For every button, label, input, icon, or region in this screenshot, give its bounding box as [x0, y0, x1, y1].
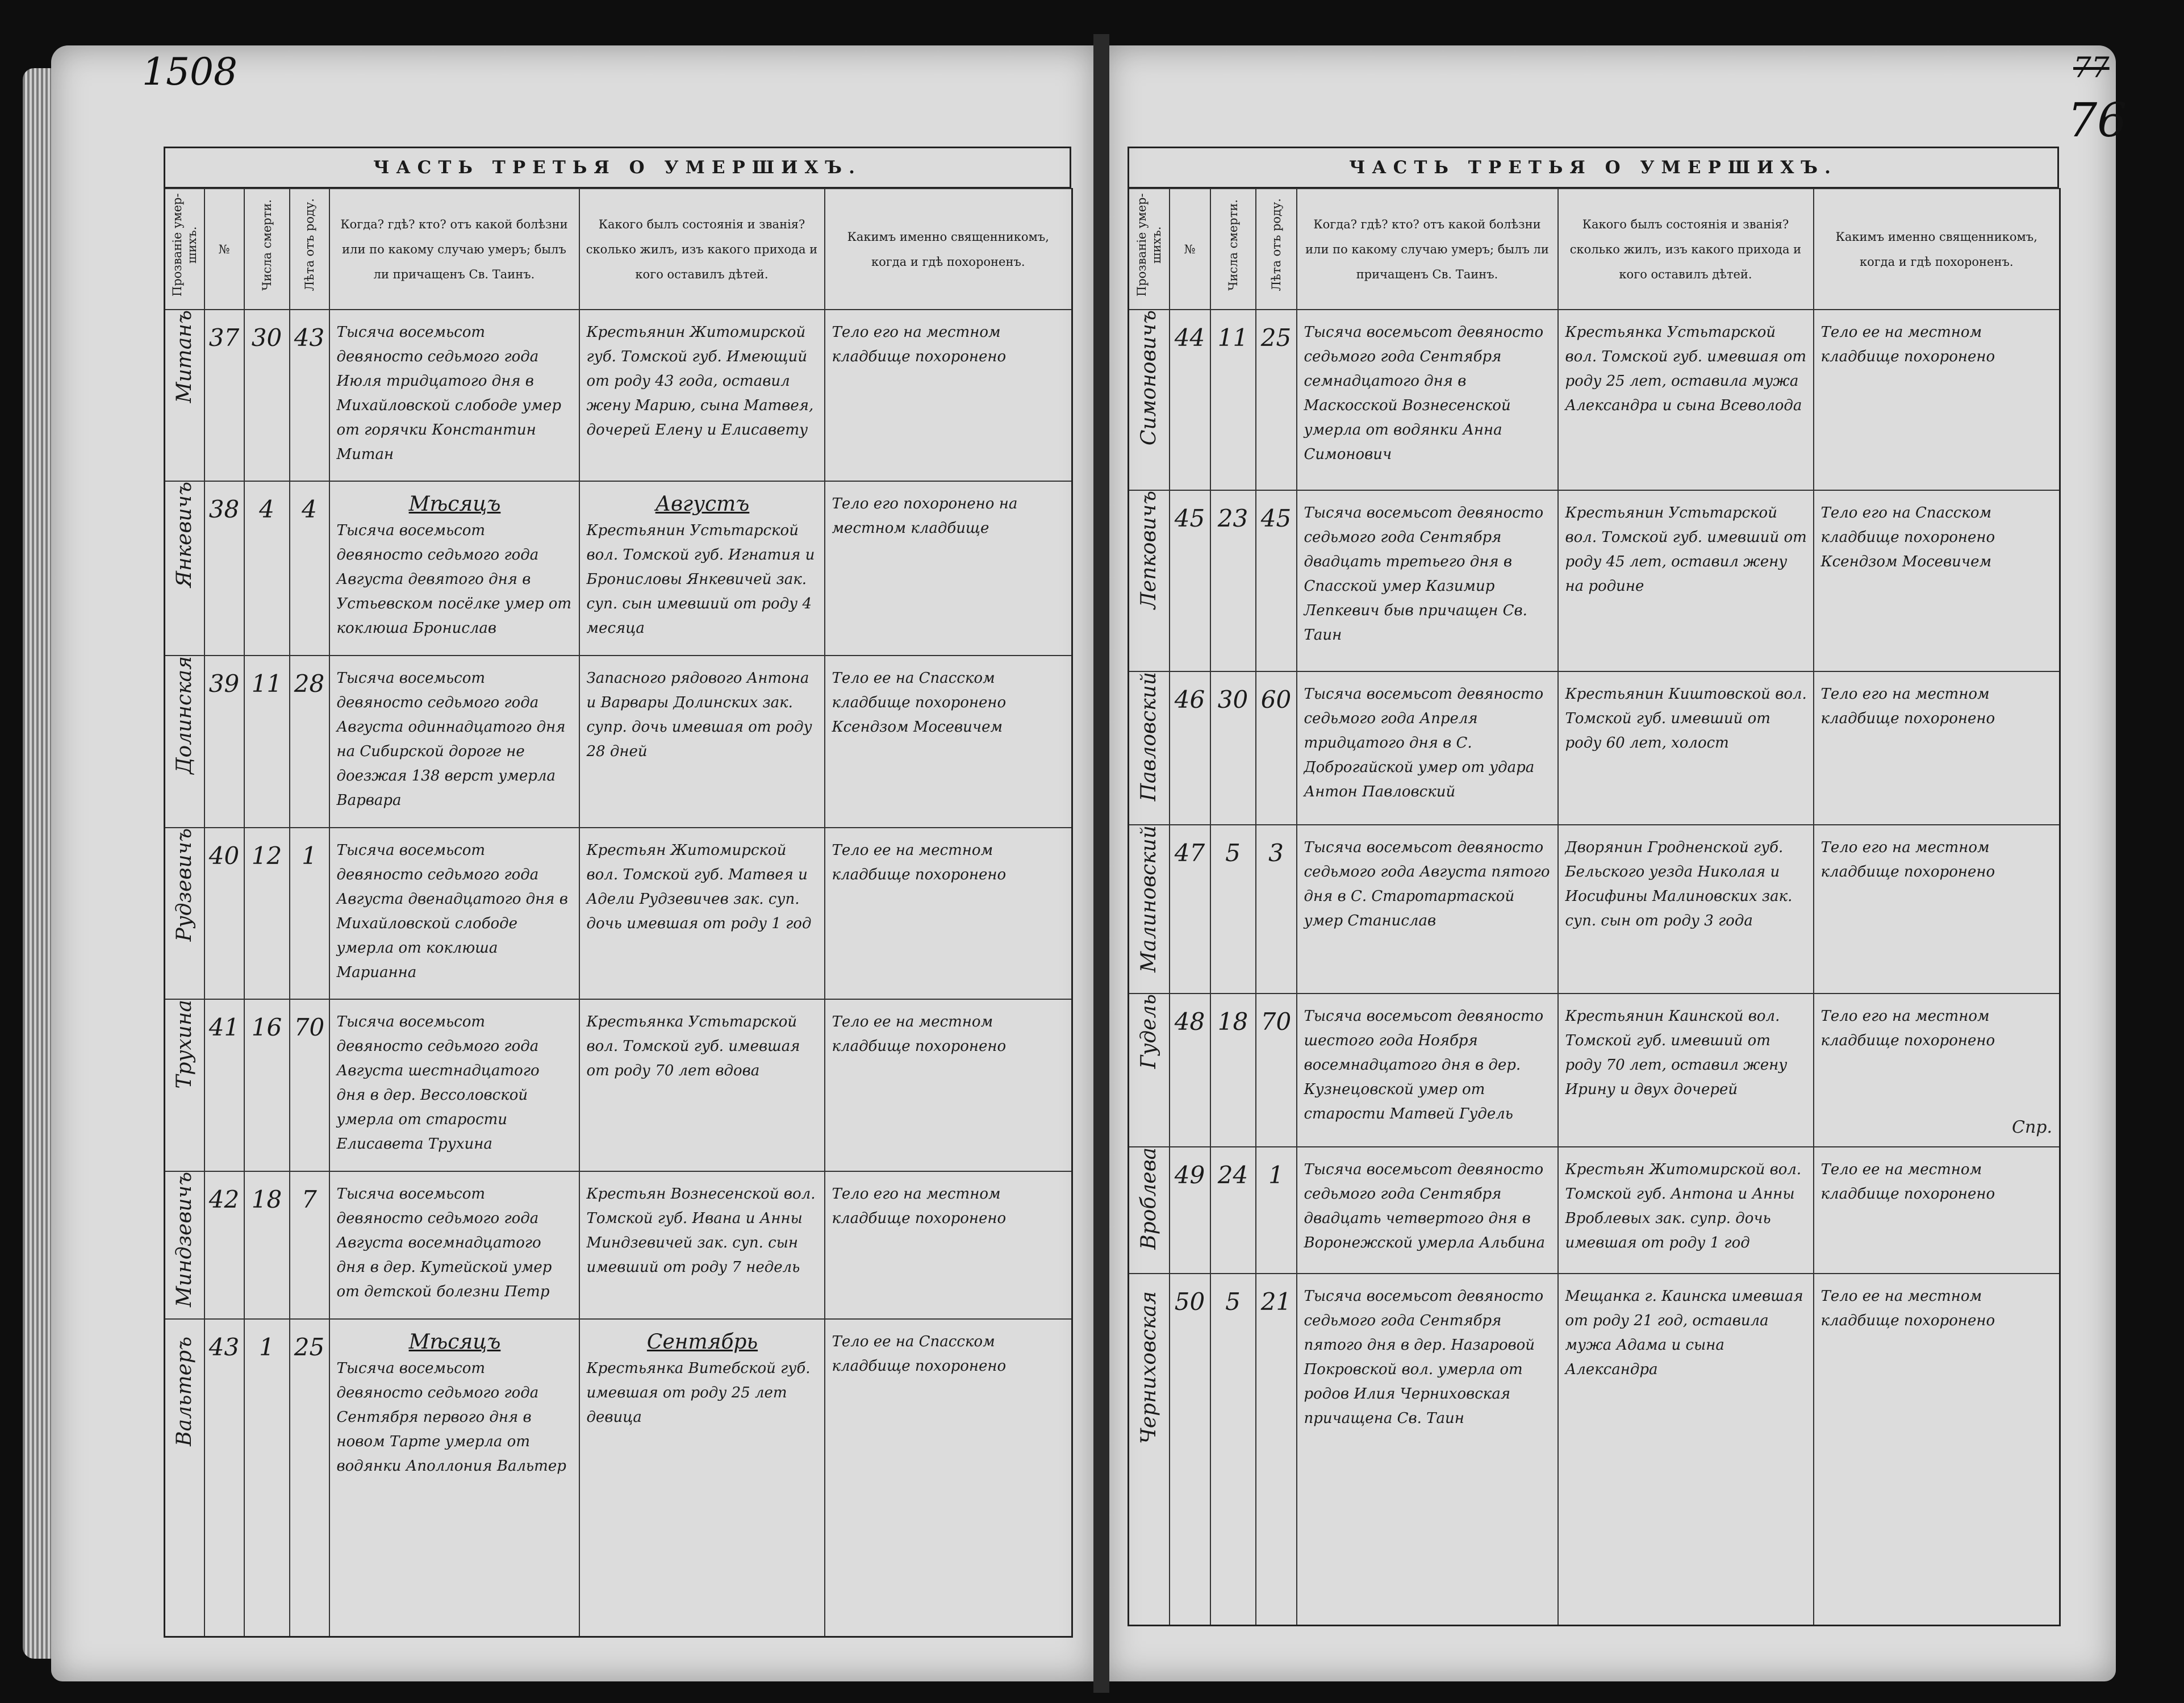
burial-text: Тело его похоронено на местном кладбище — [825, 481, 1072, 656]
death-day: 30 — [244, 310, 290, 481]
header-status: Какого былъ состоянія и званія? сколько жилъ, изъ какого прихода и кого оставилъ дѣтей. — [579, 189, 825, 310]
status-text: Дворянин Гродненской губ. Бельского уезда Николая и Иосифины Малиновских зак. суп. сын от роду 3 года — [1558, 825, 1814, 994]
record-number: 47 — [1170, 825, 1210, 994]
table-row — [1129, 1147, 2060, 1273]
death-day: 12 — [244, 828, 290, 999]
surname-cell: Симоновичъ — [1129, 310, 1170, 490]
table-row — [165, 481, 1072, 656]
burial-text: Тело ее на местном кладбище похоронено — [825, 999, 1072, 1171]
when-where-cell — [329, 481, 579, 656]
right-folio-struck: 77 — [2073, 51, 2110, 84]
burial-text: Тело его на местном кладбище похоронено — [1814, 825, 2060, 994]
record-number: 37 — [204, 310, 244, 481]
burial-text: Тело ее на местном кладбище похоронено — [1814, 1274, 2060, 1626]
status-text: Крестьян Житомирской вол. Томской губ. Антона и Анны Вроблевых зак. супр. дочь имевшая от роду 1 год — [1558, 1147, 1814, 1273]
when-where-text: Тысяча восемьсот девяносто седьмого года Августа девятого дня в Устьевском посёлке умер от коклюша Бронислав — [336, 522, 572, 637]
burial-text: Тело его на местном кладбище похоронено — [1814, 671, 2060, 825]
age-value: 70 — [1256, 994, 1297, 1147]
surname-cell: Черниховская — [1129, 1274, 1170, 1626]
table-row — [1129, 1274, 2060, 1626]
status-text: Крестьянка Витебской губ. имевшая от роду 25 лет девица — [586, 1359, 811, 1426]
table-row — [1129, 994, 2060, 1147]
table-row — [1129, 490, 2060, 671]
status-text: Крестьян Житомирской вол. Томской губ. Матвея и Адели Рудзевичев зак. суп. дочь имевшая от роду 1 год — [579, 828, 825, 999]
left-register-table — [164, 188, 1073, 1638]
death-day: 5 — [1210, 825, 1256, 994]
table-row — [1129, 825, 2060, 994]
status-text: Крестьянин Киштовской вол. Томской губ. имевший от роду 60 лет, холост — [1558, 671, 1814, 825]
month-name: Августъ — [655, 492, 750, 516]
record-number: 48 — [1170, 994, 1210, 1147]
surname-cell: Вальтеръ — [165, 1319, 204, 1637]
when-where-text: Тысяча восемьсот девяносто седьмого года Августа шестнадцатого дня в дер. Вессоловской умерла от старости Елисавета Трухина — [329, 999, 579, 1171]
record-number: 42 — [204, 1171, 244, 1319]
status-text: Крестьянка Устьтарской вол. Томской губ. имевшая от роду 70 лет вдова — [579, 999, 825, 1171]
margin-note: Спр. — [2011, 1117, 2052, 1138]
burial-text: Тело ее на Спасском кладбище похоронено — [825, 1319, 1072, 1637]
when-where-text: Тысяча восемьсот девяносто шестого года Ноября восемнадцатого дня в дер. Кузнецовской умер от старости Матвей Гудель — [1297, 994, 1558, 1147]
table-row — [165, 828, 1072, 999]
header-burial: Какимъ именно священникомъ, когда и гдѣ похороненъ. — [825, 189, 1072, 310]
header-when-where: Когда? гдѣ? кто? отъ какой болѣзни или по какому случаю умеръ; былъ ли причащенъ Св. Таинъ. — [1297, 189, 1558, 310]
table-row — [165, 656, 1072, 827]
month-heading: Мѣсяцъ — [408, 1330, 501, 1354]
record-number: 43 — [204, 1319, 244, 1637]
when-where-text: Тысяча восемьсот девяносто седьмого года Сентября двадцать четвертого дня в Воронежской умерла Альбина — [1297, 1147, 1558, 1273]
age-value: 28 — [290, 656, 329, 827]
when-where-text: Тысяча восемьсот девяносто седьмого года Июля тридцатого дня в Михайловской слободе умер от горячки Константин Митан — [329, 310, 579, 481]
age-value: 3 — [1256, 825, 1297, 994]
record-number: 46 — [1170, 671, 1210, 825]
death-day: 18 — [244, 1171, 290, 1319]
burial-text: Тело ее на местном кладбище похоронено — [825, 828, 1072, 999]
table-row — [1129, 671, 2060, 825]
surname-cell: Лепковичъ — [1129, 490, 1170, 671]
record-number: 39 — [204, 656, 244, 827]
status-text: Крестьянин Устьтарской вол. Томской губ. имевший от роду 45 лет, оставил жену на родине — [1558, 490, 1814, 671]
header-number: № — [204, 189, 244, 310]
right-register-table — [1128, 188, 2061, 1626]
status-text: Крестьянин Устьтарской вол. Томской губ. Игнатия и Бронисловы Янкевичей зак. суп. сын имевший от роду 4 месяца — [586, 522, 815, 637]
right-register — [1128, 147, 2059, 1623]
death-day: 11 — [244, 656, 290, 827]
death-day: 4 — [244, 481, 290, 656]
age-value: 45 — [1256, 490, 1297, 671]
header-number: № — [1170, 189, 1210, 310]
status-text: Запасного рядового Антона и Варвары Долинских зак. супр. дочь имевшая от роду 28 дней — [579, 656, 825, 827]
when-where-text: Тысяча восемьсот девяносто седьмого года Августа одиннадцатого дня на Сибирской дороге не доезжая 138 верст умерла Варвара — [329, 656, 579, 827]
burial-text: Тело ее на местном кладбище похоронено — [1814, 310, 2060, 490]
status-text: Крестьян Вознесенской вол. Томской губ. Ивана и Анны Миндзевичей зак. суп. сын имевший от роду 7 недель — [579, 1171, 825, 1319]
death-day: 18 — [1210, 994, 1256, 1147]
when-where-text: Тысяча восемьсот девяносто седьмого года Сентября семнадцатого дня в Маскосской Вознесенской умерла от водянки Анна Симонович — [1297, 310, 1558, 490]
age-value: 70 — [290, 999, 329, 1171]
header-age: Лѣта отъ роду. — [290, 189, 329, 310]
table-row — [1129, 310, 2060, 490]
death-day: 30 — [1210, 671, 1256, 825]
left-register — [164, 147, 1071, 1635]
burial-text: Тело его на Спасском кладбище похоронено Ксендзом Мосевичем — [1814, 490, 2060, 671]
surname-cell: Гудель — [1129, 994, 1170, 1147]
table-row — [165, 1171, 1072, 1319]
header-death-date: Числа смерти. — [244, 189, 290, 310]
right-header-row — [1129, 189, 2060, 310]
record-number: 44 — [1170, 310, 1210, 490]
age-value: 1 — [290, 828, 329, 999]
death-day: 16 — [244, 999, 290, 1171]
header-surname: Прозваніе умер-шихъ. — [1129, 189, 1170, 310]
status-text: Крестьянка Устьтарской вол. Томской губ. имевшая от роду 25 лет, оставила мужа Александра и сына Всеволода — [1558, 310, 1814, 490]
age-value: 7 — [290, 1171, 329, 1319]
burial-text: Тело его на местном кладбище похоронено — [825, 1171, 1072, 1319]
death-day: 11 — [1210, 310, 1256, 490]
left-header-row — [165, 189, 1072, 310]
burial-text: Тело его на местном кладбище похоронено — [825, 310, 1072, 481]
when-where-text: Тысяча восемьсот девяносто седьмого года Сентября двадцать третьего дня в Спасской умер Казимир Лепкевич быв причащен Св. Таин — [1297, 490, 1558, 671]
age-value: 4 — [290, 481, 329, 656]
when-where-text: Тысяча восемьсот девяносто седьмого года Августа восемнадцатого дня в дер. Кутейской умер от детской болезни Петр — [329, 1171, 579, 1319]
surname-cell: Долинская — [165, 656, 204, 827]
surname-cell: Вроблева — [1129, 1147, 1170, 1273]
surname-cell: Трухина — [165, 999, 204, 1171]
burial-cell — [1814, 994, 2060, 1147]
age-value: 21 — [1256, 1274, 1297, 1626]
left-section-title: ЧАСТЬ ТРЕТЬЯ О УМЕРШИХЪ. — [164, 147, 1071, 188]
age-value: 25 — [1256, 310, 1297, 490]
surname-cell: Митанъ — [165, 310, 204, 481]
header-age: Лѣта отъ роду. — [1256, 189, 1297, 310]
age-value: 25 — [290, 1319, 329, 1637]
table-row — [165, 1319, 1072, 1637]
burial-text: Тело ее на Спасском кладбище похоронено Ксендзом Мосевичем — [825, 656, 1072, 827]
burial-text: Тело ее на местном кладбище похоронено — [1814, 1147, 2060, 1273]
book-gutter — [1093, 34, 1109, 1693]
status-text: Крестьянин Житомирской губ. Томской губ. Имеющий от роду 43 года, оставил жену Марию, сына Матвея, дочерей Елену и Елисавету — [579, 310, 825, 481]
record-number: 50 — [1170, 1274, 1210, 1626]
when-where-text: Тысяча восемьсот девяносто седьмого года Августа двенадцатого дня в Михайловской слободе умерла от коклюша Марианна — [329, 828, 579, 999]
surname-cell: Малиновский — [1129, 825, 1170, 994]
right-folio-number: 76 — [2068, 94, 2127, 148]
when-where-text: Тысяча восемьсот девяносто седьмого года Сентября пятого дня в дер. Назаровой Покровской вол. умерла от родов Илия Черниховская причащена Св. Таин — [1297, 1274, 1558, 1626]
surname-cell: Рудзевичъ — [165, 828, 204, 999]
header-surname: Прозваніе умер-шихъ. — [165, 189, 204, 310]
table-row — [165, 310, 1072, 481]
death-day: 24 — [1210, 1147, 1256, 1273]
surname-cell: Янкевичъ — [165, 481, 204, 656]
header-death-date: Числа смерти. — [1210, 189, 1256, 310]
surname-cell: Миндзевичъ — [165, 1171, 204, 1319]
month-heading: Мѣсяцъ — [408, 492, 501, 516]
death-day: 1 — [244, 1319, 290, 1637]
header-burial: Какимъ именно священникомъ, когда и гдѣ похороненъ. — [1814, 189, 2060, 310]
table-row — [165, 999, 1072, 1171]
left-folio-number: 1508 — [142, 50, 237, 94]
record-number: 49 — [1170, 1147, 1210, 1273]
record-number: 40 — [204, 828, 244, 999]
age-value: 43 — [290, 310, 329, 481]
age-value: 1 — [1256, 1147, 1297, 1273]
burial-text: Тело его на местном кладбище похоронено — [1820, 1008, 1995, 1050]
when-where-cell — [329, 1319, 579, 1637]
when-where-text: Тысяча восемьсот девяносто седьмого года Сентября первого дня в новом Тарте умерла от водянки Аполлония Вальтер — [336, 1359, 566, 1475]
record-number: 41 — [204, 999, 244, 1171]
status-cell — [579, 481, 825, 656]
status-text: Крестьянин Каинской вол. Томской губ. имевший от роду 70 лет, оставил жену Ирину и двух дочерей — [1558, 994, 1814, 1147]
header-when-where: Когда? гдѣ? кто? отъ какой болѣзни или по какому случаю умеръ; былъ ли причащенъ Св. Таинъ. — [329, 189, 579, 310]
status-cell — [579, 1319, 825, 1637]
death-day: 23 — [1210, 490, 1256, 671]
when-where-text: Тысяча восемьсот девяносто седьмого года Апреля тридцатого дня в С. Доброгайской умер от удара Антон Павловский — [1297, 671, 1558, 825]
record-number: 45 — [1170, 490, 1210, 671]
header-status: Какого былъ состоянія и званія? сколько жилъ, изъ какого прихода и кого оставилъ дѣтей. — [1558, 189, 1814, 310]
surname-cell: Павловский — [1129, 671, 1170, 825]
right-section-title: ЧАСТЬ ТРЕТЬЯ О УМЕРШИХЪ. — [1128, 147, 2059, 188]
month-name: Сентябрь — [646, 1330, 758, 1354]
age-value: 60 — [1256, 671, 1297, 825]
when-where-text: Тысяча восемьсот девяносто седьмого года Августа пятого дня в С. Старотартаской умер Станислав — [1297, 825, 1558, 994]
status-text: Мещанка г. Каинска имевшая от роду 21 год, оставила мужа Адама и сына Александра — [1558, 1274, 1814, 1626]
record-number: 38 — [204, 481, 244, 656]
death-day: 5 — [1210, 1274, 1256, 1626]
